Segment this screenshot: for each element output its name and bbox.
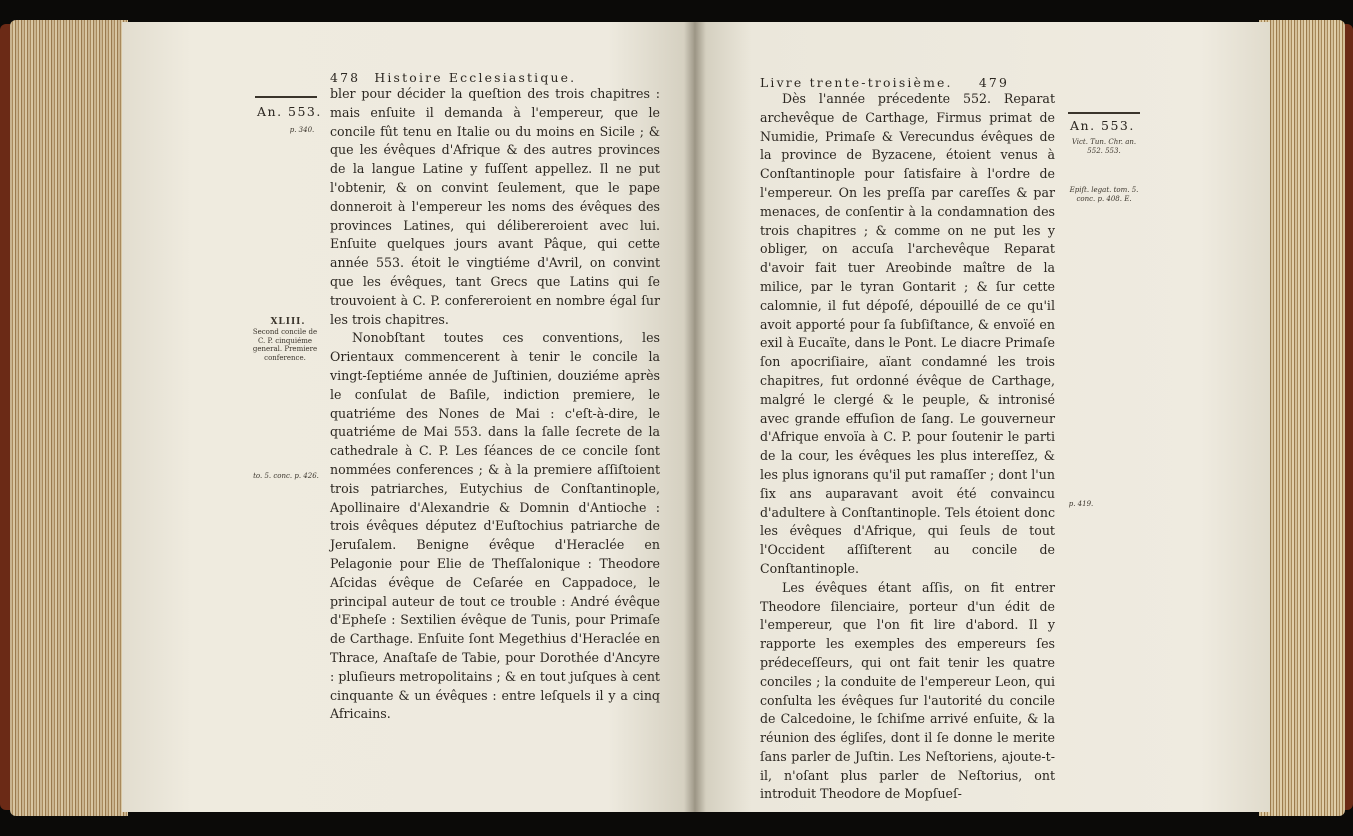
left-text-block	[330, 70, 660, 724]
left-margin-ref-top: p. 340.	[289, 126, 315, 134]
right-page-number: 479	[978, 75, 1010, 90]
left-page-number: 478	[330, 70, 361, 85]
right-running-head: Livre trente-troisième.	[760, 75, 953, 90]
left-page-edges	[10, 20, 128, 816]
right-margin-ref-low: p. 419.	[1068, 500, 1094, 508]
right-margin-ref-mid: Epiſt. legat. tom. 5. conc. p. 408. E.	[1069, 186, 1139, 203]
left-margin-ref-mid: to. 5. conc. p. 426.	[253, 472, 319, 480]
left-paragraph-1: bler pour décider la queſtion des trois chapitres : mais enſuite il demanda à l'empereur, que le concile fût tenu en Italie ou du moins en Sicile ; & que les évêques d'Afrique & des autres provinces de la langue Latine y fuſſent appellez. Il ne put l'obtenir, & on convint ſeulement, que le pape donneroit à l'empereur les noms des évêques des provinces Latines, qui délibereroient avec lui. Enſuite quelques jours avant Pâque, qui cette année 553. étoit le vingtiéme d'Avril, on convint que les évêques, tant Grecs que Latins qui ſe trouvoient à C. P. confereroient en nombre égal ſur les trois chapitres.	[330, 86, 660, 327]
right-paragraph-1: Dès l'année précedente 552. Reparat archevêque de Carthage, Firmus primat de Numidie, Primaſe & Verecundus évêques de la province de Byzacene, étoient venus à Conſtantinople pour ſatisfaire à l'ordre de l'empereur. On les preſſa par careſſes & par menaces, de conſentir à la condamnation des trois chapitres ; & comme on ne put les y obliger, on accuſa l'archevêque Reparat d'avoir fait tuer Areobinde maître de la milice, par le tyran Gontarit ; & ſur cette calomnie, il fut dépoſé, dépouillé de ce qu'il avoit apporté pour ſa ſubſiſtance, & envoïé en exil à Eucaïte, dans le Pont. Le diacre Primaſe ſon apocriſiaire, aïant condamné les trois chapitres, fut ordonné évêque de Carthage, malgré le clergé & le peuple, & intronisé avec grande effuſion de ſang. Le gouverneur d'Afrique envoïa à C. P. pour ſoutenir le parti de la cour, les évêques les plus intereſſez, & les plus ignorans qu'il put ramaſſer ; dont l'un ſix ans auparavant avoit été convaincu d'adultere à Conſtantinople. Tels étoient donc les évêques d'Afrique, qui ſeuls de tout l'Occident aſſiſterent au concile de Conſtantinople.	[760, 91, 1055, 576]
right-page-edges	[1259, 20, 1345, 816]
left-paragraph-2: Nonobſtant toutes ces conventions, les Orientaux commencerent à tenir le concile la vingt-ſeptiéme année de Juſtinien, douziéme après le conſulat de Baſile, indiction premiere, le quatriéme des Nones de Mai : c'eſt-à-dire, le quatriéme de Mai 553. dans la ſalle ſecrete de la cathedrale à C. P. Les ſéances de ce concile ſont nommées conferences ; & à la premiere aſſiſtoient trois patriarches, Eutychius de Conſtantinople, Apollinaire d'Alexandrie & Domnin d'Antioche : trois évêques députez d'Euſtochius patriarche de Jeruſalem. Benigne évêque d'Heraclée en Pelagonie pour Elie de Theſſalonique : Theodore Aſcidas évêque de Ceſarée en Cappadoce, le principal auteur de tout ce trouble : André évêque d'Epheſe : Sextilien évêque de Tunis, pour Primaſe de Carthage. Enſuite ſont Megethius d'Heraclée en Thrace, Anaſtaſe de Tabie, pour Dorothée d'Ancyre : pluſieurs metropolitains ; & en tout juſques à cent cinquante & un évêques : entre leſquels il y a cinq Africains.	[330, 330, 660, 722]
section-number: XLIII.	[270, 317, 306, 327]
right-margin-ref-top: Vict. Tun. Chr. an. 552. 553.	[1071, 138, 1137, 155]
right-paragraph-2: Les évêques étant aſſis, on fit entrer Theodore ſilenciaire, porteur d'un édit de l'empereur, que l'on fit lire d'abord. Il y rapporte les exemples des empereurs ſes prédeceſſeurs, qui ont fait tenir les quatre conciles ; la conduite de l'empereur Leon, qui conſulta les évêques ſur l'autorité du concile de Calcedoine, le ſchiſme arrivé enſuite, & la réunion des égliſes, dont il ſe donne le merite ſans parler de Juſtin. Les Neſtoriens, ajoute-t-il, n'oſant plus parler de Neſtorius, ont introduit Theodore de Mopſueſ-	[760, 579, 1055, 802]
left-running-header	[330, 70, 660, 85]
left-year-label: An. 553.	[257, 104, 322, 119]
right-year-label: An. 553.	[1070, 118, 1135, 133]
left-year-rule	[255, 96, 317, 98]
section-note: Second concile de C. P. cinquiéme general. Premiere conference.	[252, 328, 318, 362]
left-running-head: Histoire Ecclesiastique.	[374, 70, 577, 85]
book-gutter	[684, 22, 706, 812]
right-text-block	[760, 75, 1055, 804]
right-running-header	[760, 75, 1055, 90]
right-year-rule	[1068, 112, 1140, 114]
